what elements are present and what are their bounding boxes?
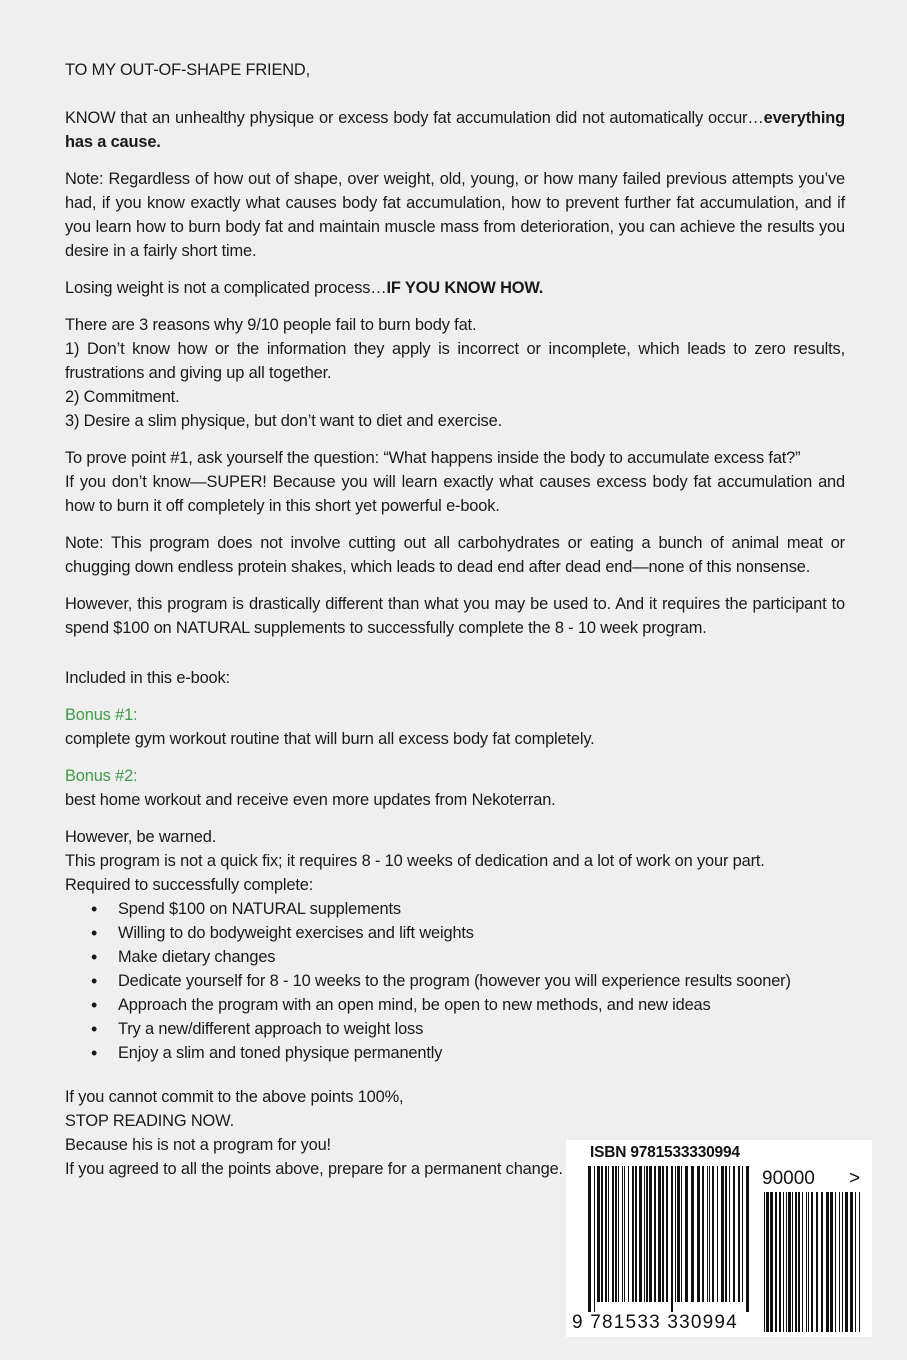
barcode-bar: [601, 1166, 603, 1302]
barcode-bar: [612, 1166, 614, 1302]
closing-line-2: STOP READING NOW.: [65, 1112, 234, 1130]
prove-block: [65, 446, 845, 518]
barcode-bar: [677, 1166, 680, 1302]
barcode-bar: [830, 1192, 833, 1332]
barcode-bar: [635, 1166, 637, 1302]
prove-line-1: To prove point #1, ask yourself the question: “What happens inside the body to accumulate excess fat?”: [65, 449, 801, 467]
ean-bars: [588, 1166, 749, 1312]
barcode-bar: [770, 1192, 773, 1332]
reason-1: 1) Don’t know how or the information they apply is incorrect or incomplete, which leads to zero results, frustrations and giving up all together.: [65, 340, 845, 382]
barcode-bar: [746, 1166, 749, 1312]
included-heading: Included in this e-book:: [65, 669, 230, 687]
barcode-bar: [717, 1166, 718, 1302]
barcode-bar: [742, 1166, 743, 1302]
barcode-bar: [658, 1166, 661, 1302]
barcode-bar: [675, 1166, 676, 1302]
barcode-bar: [624, 1166, 625, 1302]
barcode-bar: [733, 1166, 735, 1302]
barcode-bar: [712, 1166, 714, 1302]
barcode-bar: [646, 1166, 648, 1302]
price-addon-bars: [764, 1192, 860, 1332]
greeting: TO MY OUT-OF-SHAPE FRIEND,: [65, 61, 311, 79]
para-losing: [65, 276, 845, 300]
closing-line-4: If you agreed to all the points above, prepare for a permanent change.: [65, 1160, 563, 1178]
reason-2: 2) Commitment.: [65, 388, 180, 406]
price-arrow: >: [849, 1168, 861, 1189]
isbn-label: ISBN 9781533330994: [590, 1144, 740, 1161]
barcode-bar: [786, 1192, 787, 1332]
barcode-bar: [649, 1166, 652, 1302]
barcode-bar: [806, 1192, 807, 1332]
barcode-bar: [855, 1192, 856, 1332]
barcode-bar: [639, 1166, 642, 1302]
barcode-bar: [811, 1192, 813, 1332]
para-note-2: Note: This program does not involve cutting out all carbohydrates or eating a bunch of animal meat or chugging down endless protein shakes, which leads to dead end after dead end—none of this nonsense.: [65, 534, 845, 576]
barcode-bar: [662, 1166, 664, 1302]
para-know-bold: everything has a cause.: [65, 109, 845, 151]
barcode-bar: [826, 1192, 829, 1332]
barcode-bar: [821, 1192, 823, 1332]
barcode-bar: [685, 1166, 688, 1302]
barcode-bar: [588, 1166, 591, 1312]
barcode-bar: [594, 1166, 595, 1312]
list-item: • Approach the program with an open mind, be open to new methods, and new ideas: [91, 993, 845, 1017]
back-cover-text: [65, 58, 845, 1194]
barcode-bar: [802, 1192, 803, 1332]
list-item: • Try a new/different approach to weight loss: [91, 1017, 845, 1041]
warning-line-1: However, be warned.: [65, 828, 217, 846]
para-know-text: KNOW that an unhealthy physique or excess body fat accumulation did not automatically occur…: [65, 109, 764, 127]
barcode-bar: [671, 1166, 673, 1312]
barcode-bar: [597, 1166, 600, 1302]
barcode-bar: [792, 1192, 793, 1332]
bonus-1-text: complete gym workout routine that will burn all excess body fat completely.: [65, 730, 595, 748]
requirements-list: [65, 897, 845, 1065]
list-item: • Dedicate yourself for 8 - 10 weeks to the program (however you will experience results sooner): [91, 969, 845, 993]
barcode-bar: [666, 1166, 668, 1302]
list-item: • Willing to do bodyweight exercises and lift weights: [91, 921, 845, 945]
list-item: • Make dietary changes: [91, 945, 845, 969]
bonus-2-title: Bonus #2:: [65, 767, 138, 785]
barcode-bar: [721, 1166, 724, 1302]
barcode-bar: [816, 1192, 818, 1332]
barcode-bar: [622, 1166, 623, 1302]
para-losing-bold: IF YOU KNOW HOW.: [386, 279, 544, 297]
reason-3: 3) Desire a slim physique, but don’t want to diet and exercise.: [65, 412, 502, 430]
barcode-bar: [788, 1192, 791, 1332]
para-know: [65, 106, 845, 154]
barcode-bar: [691, 1166, 694, 1302]
barcode-bar: [618, 1166, 619, 1302]
isbn-barcode: [566, 1140, 872, 1337]
barcode-bar: [859, 1192, 860, 1332]
barcode-bar: [644, 1166, 645, 1302]
barcode-bar: [725, 1166, 727, 1302]
bonus-1: [65, 703, 845, 751]
para-note-1: Note: Regardless of how out of shape, over weight, old, young, or how many failed previous attempts you’ve had, if you know exactly what causes body fat accumulation, how to prevent further fat accumulation, and if you learn how to burn body fat and maintain muscle mass from deterioration, you can achieve the results you desire in a fairly short time.: [65, 170, 845, 260]
barcode-bar: [779, 1192, 781, 1332]
closing-line-1: If you cannot commit to the above points 100%,: [65, 1088, 404, 1106]
barcode-bar: [783, 1192, 784, 1332]
warning-line-3: Required to successfully complete:: [65, 876, 314, 894]
barcode-bar: [605, 1166, 607, 1302]
para-however: However, this program is drastically different than what you may be used to. And it requires the participant to spend $100 on NATURAL supplements to successfully complete the 8 - 10 week program.: [65, 595, 845, 637]
bonus-2: [65, 764, 845, 812]
barcode-bar: [615, 1166, 617, 1302]
barcode-bar: [628, 1166, 629, 1302]
barcode-bar: [702, 1166, 704, 1302]
barcode-bar: [850, 1192, 853, 1332]
barcode-bar: [697, 1166, 700, 1302]
barcode-bar: [632, 1166, 634, 1302]
barcode-bar: [654, 1166, 656, 1302]
barcode-bar: [764, 1192, 765, 1332]
barcode-bar: [798, 1192, 800, 1332]
bonus-1-title: Bonus #1:: [65, 706, 138, 724]
barcode-bar: [808, 1192, 809, 1332]
para-losing-text: Losing weight is not a complicated process…: [65, 279, 387, 297]
list-item: • Enjoy a slim and toned physique permanently: [91, 1041, 845, 1065]
warning-block: [65, 825, 845, 897]
barcode-bar: [845, 1192, 848, 1332]
barcode-bar: [842, 1192, 843, 1332]
price-code: 90000: [762, 1168, 815, 1189]
barcode-bar: [681, 1166, 682, 1302]
barcode-bar: [707, 1166, 708, 1302]
barcode-bar: [795, 1192, 797, 1332]
barcode-bar: [775, 1192, 777, 1332]
reasons-intro: There are 3 reasons why 9/10 people fail to burn body fat.: [65, 316, 477, 334]
barcode-bar: [729, 1166, 730, 1302]
barcode-bar: [608, 1166, 609, 1302]
barcode-bar: [835, 1192, 836, 1332]
reasons-block: [65, 313, 845, 433]
barcode-bar: [766, 1192, 769, 1332]
ean-digits: 9 781533 330994: [572, 1312, 738, 1333]
bonus-2-text: best home workout and receive even more updates from Nekoterran.: [65, 791, 556, 809]
closing-line-3: Because his is not a program for you!: [65, 1136, 331, 1154]
barcode-bars: [566, 1140, 872, 1337]
barcode-bar: [709, 1166, 710, 1302]
prove-line-2: If you don’t know—SUPER! Because you will learn exactly what causes excess body fat accumulation and how to burn it off completely in this short yet powerful e-book.: [65, 473, 845, 515]
barcode-bar: [738, 1166, 740, 1302]
barcode-bar: [839, 1192, 840, 1332]
warning-line-2: This program is not a quick fix; it requires 8 - 10 weeks of dedication and a lot of work on your part.: [65, 852, 765, 870]
list-item: • Spend $100 on NATURAL supplements: [91, 897, 845, 921]
